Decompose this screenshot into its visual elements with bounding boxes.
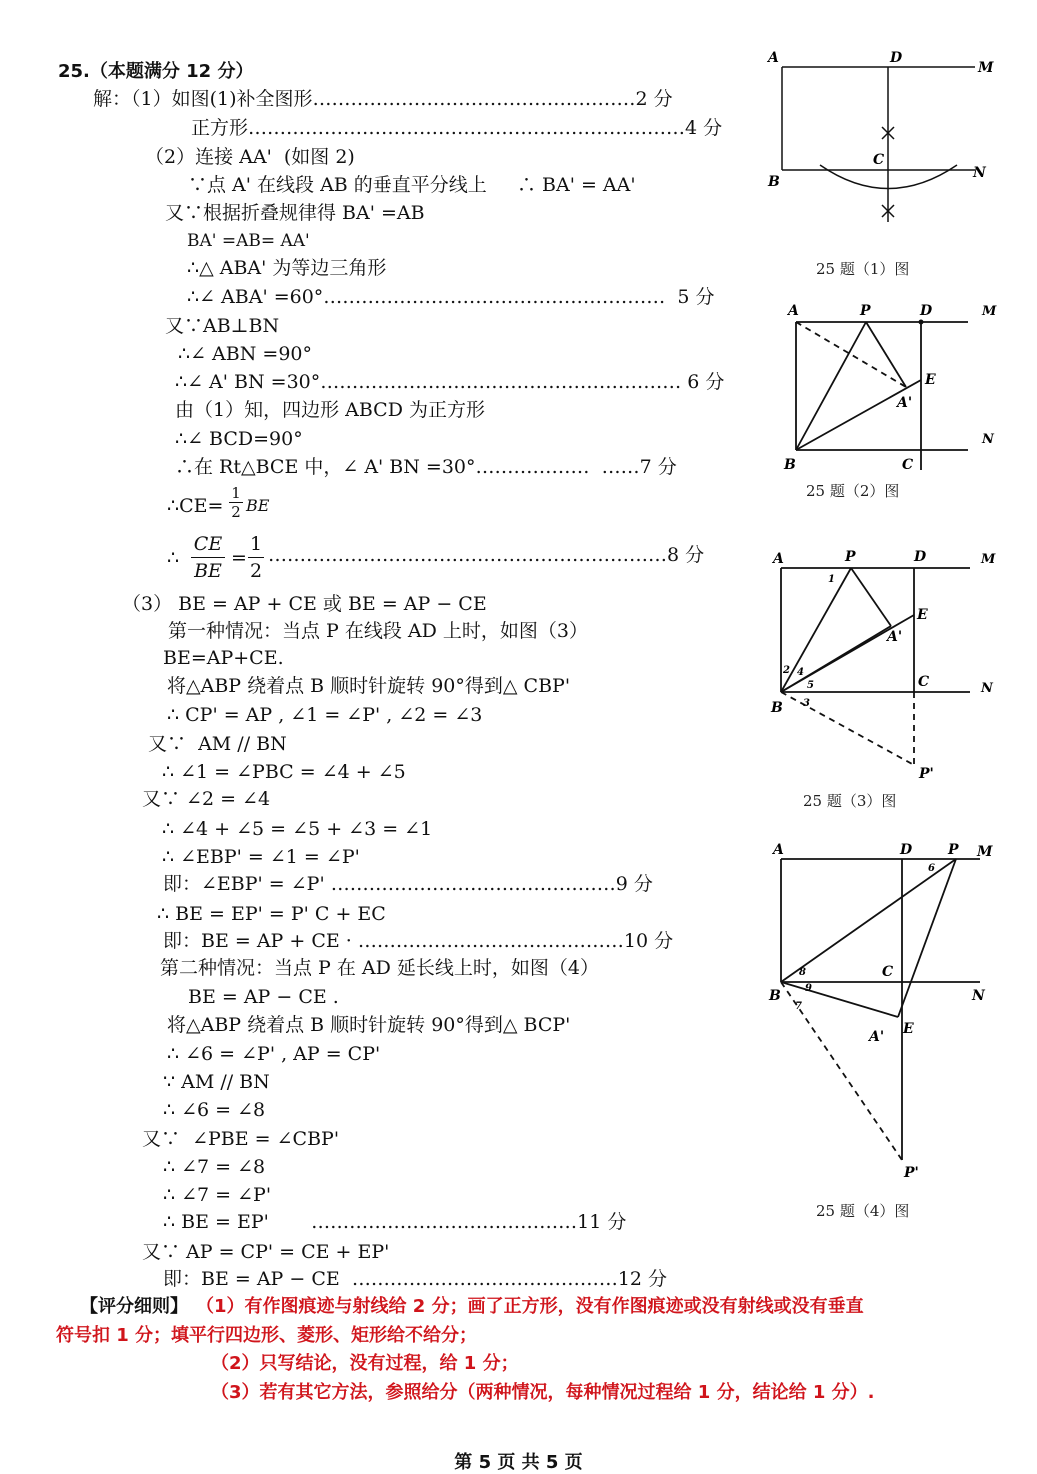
- angle-label: 4: [797, 667, 804, 678]
- point-label: N: [972, 988, 985, 1004]
- solution-line: 第一种情况：当点 P 在线段 AD 上时，如图（3）: [168, 620, 588, 642]
- point-label: C: [882, 964, 894, 980]
- figure-1: [760, 40, 1020, 230]
- point-label: C: [873, 152, 885, 168]
- solution-line: 又∵ ∠PBE = ∠CBP': [142, 1128, 340, 1150]
- solution-line: ∴∠ A' BN =30°………………………………………………… 6 分: [175, 371, 725, 393]
- point-label: P: [860, 303, 871, 319]
- point-label: M: [981, 552, 996, 567]
- angle-label: 9: [805, 983, 812, 994]
- solution-line: 正方形……………………………………………………………4 分: [191, 117, 723, 139]
- point-label: D: [914, 549, 927, 565]
- solution-line: BE = AP − CE .: [188, 986, 339, 1008]
- point-label: A: [768, 50, 779, 66]
- point-label: B: [771, 700, 783, 716]
- angle-label: 7: [795, 1001, 802, 1012]
- segment-bp1: [781, 692, 914, 765]
- solution-line: ∴在 Rt△BCE 中，∠ A' BN =30°……………… ……7 分: [175, 456, 677, 478]
- point-label: M: [978, 60, 994, 76]
- solution-line: =: [231, 547, 247, 569]
- solution-line: ∴ BE = EP' = P' C + EC: [157, 903, 386, 925]
- figure-2-caption: 25 题（2）图: [806, 482, 900, 500]
- solution-line: 即：BE = AP + CE · ……………………………………10 分: [163, 930, 674, 952]
- solution-line: ∴ ∠6 = ∠P' , AP = CP': [167, 1043, 381, 1065]
- point-label: N: [981, 681, 993, 696]
- point-label: N: [973, 165, 986, 181]
- solution-line: 将△ABP 绕着点 B 顺时针旋转 90°得到△ BCP': [167, 1014, 571, 1036]
- solution-line: BA' =AB= AA': [187, 231, 310, 251]
- figure-4-caption: 25 题（4）图: [816, 1202, 910, 1220]
- solution-line: ∴ CP' = AP , ∠1 = ∠P' , ∠2 = ∠3: [167, 704, 483, 726]
- solution-line: BE=AP+CE.: [163, 647, 284, 669]
- solution-line: ∴∠ ABN =90°: [178, 343, 312, 365]
- point-label: C: [918, 674, 930, 690]
- solution-line: ∴∠ BCD=90°: [175, 428, 303, 450]
- solution-line: ………………………………………………………8 分: [268, 544, 705, 566]
- point-label: D: [920, 303, 933, 319]
- solution-line: 由（1）知，四边形 ABCD 为正方形: [175, 399, 485, 421]
- point-label: A': [887, 629, 903, 645]
- solution-line: ∴ ∠EBP' = ∠1 = ∠P': [162, 846, 360, 868]
- fraction-denominator: BE: [191, 557, 225, 584]
- figure-4: [765, 835, 1020, 1185]
- angle-label: 2: [783, 665, 790, 676]
- point-label: E: [903, 1021, 914, 1037]
- point-label: N: [982, 432, 994, 447]
- solution-line: ∴ ∠6 = ∠8: [163, 1099, 266, 1121]
- solution-line: ∴△ ABA' 为等边三角形: [187, 257, 387, 279]
- fraction-half: [248, 531, 264, 584]
- figure-2: [770, 295, 1010, 480]
- point-label: A: [773, 551, 784, 567]
- problem-title: 25.（本题满分 12 分）: [58, 61, 254, 82]
- solution-line: 又∵根据折叠规律得 BA' =AB: [165, 202, 425, 224]
- solution-line: （2）连接 AA' (如图 2): [145, 146, 355, 168]
- point-label: E: [925, 372, 936, 388]
- point-label: M: [977, 844, 993, 860]
- solution-line: ∴∠ ABA' =60°……………………………………………… 5 分: [187, 286, 715, 308]
- segment-pa1: [851, 568, 891, 626]
- scoring-line: （1）有作图痕迹与射线给 2 分；画了正方形，没有作图痕迹或没有射线或没有垂直: [196, 1296, 864, 1317]
- solution-line: 第二种情况：当点 P 在 AD 延长线上时，如图（4）: [160, 957, 599, 979]
- point-label: A: [773, 842, 784, 858]
- segment-pa1: [866, 322, 906, 387]
- angle-label: 6: [928, 863, 935, 874]
- solution-line: 将△ABP 绕着点 B 顺时针旋转 90°得到△ CBP': [167, 675, 571, 697]
- segment-bp: [781, 568, 851, 692]
- angle-label: 8: [799, 967, 806, 978]
- fraction-denominator: 2: [229, 502, 243, 521]
- solution-line: （3） BE = AP + CE 或 BE = AP − CE: [122, 593, 487, 615]
- point-label: E: [917, 607, 928, 623]
- solution-line: ∴ ∠4 + ∠5 = ∠5 + ∠3 = ∠1: [162, 818, 433, 840]
- fraction-half: [229, 484, 243, 521]
- solution-line: BE: [246, 496, 270, 515]
- point-label: M: [982, 304, 997, 319]
- solution-line: 即：BE = AP − CE ……………………………………12 分: [163, 1268, 668, 1290]
- point-label: P': [904, 1165, 919, 1181]
- point-d: [919, 320, 924, 325]
- angle-label: 3: [803, 698, 810, 709]
- point-label: P: [948, 842, 959, 858]
- scoring-line: （2）只写结论，没有过程，给 1 分；: [211, 1353, 519, 1374]
- point-label: P: [845, 549, 856, 565]
- scoring-line: 符号扣 1 分；填平行四边形、菱形、矩形给不给分；: [56, 1325, 478, 1346]
- fraction-ratio: [191, 531, 225, 584]
- point-label: C: [902, 457, 914, 473]
- scoring-label: 【评分细则】: [80, 1296, 188, 1317]
- point-label: A: [788, 303, 799, 319]
- figure-3-caption: 25 题（3）图: [803, 792, 897, 810]
- solution-line: 解：（1）如图(1)补全图形……………………………………………2 分: [93, 88, 673, 110]
- solution-line: ∴ BE = EP' ……………………………………11 分: [163, 1211, 627, 1233]
- solution-line: ∴ ∠1 = ∠PBC = ∠4 + ∠5: [162, 761, 406, 783]
- point-label: B: [769, 988, 781, 1004]
- fraction-numerator: 1: [231, 484, 241, 502]
- fraction-denominator: 2: [248, 557, 264, 584]
- solution-line: 又∵ ∠2 = ∠4: [142, 788, 271, 810]
- solution-line: ∴: [167, 547, 180, 569]
- angle-label: 5: [807, 680, 814, 691]
- scoring-line: （3）若有其它方法，参照给分（两种情况，每种情况过程给 1 分，结论给 1 分）.: [211, 1382, 875, 1403]
- solution-line: 又∵AB⊥BN: [165, 315, 280, 337]
- point-label: D: [890, 50, 903, 66]
- segment-aa1: [796, 322, 906, 387]
- segment-bp: [781, 859, 956, 982]
- solution-line: 即：∠EBP' = ∠P' ………………………………………9 分: [163, 873, 653, 895]
- fraction-numerator: CE: [193, 533, 223, 555]
- point-label: B: [784, 457, 796, 473]
- solution-line: 又∵ AP = CP' = CE + EP': [142, 1241, 390, 1263]
- point-label: A': [869, 1029, 885, 1045]
- solution-line: ∴ ∠7 = ∠8: [163, 1156, 266, 1178]
- fraction-numerator: 1: [249, 533, 263, 555]
- page-footer: 第 5 页 共 5 页: [454, 1452, 583, 1473]
- segment-pa1: [898, 859, 956, 1017]
- figure-1-caption: 25 题（1）图: [816, 260, 910, 278]
- point-label: B: [768, 174, 780, 190]
- segment-ba1: [781, 626, 891, 692]
- point-label: D: [900, 842, 913, 858]
- point-label: P': [919, 766, 934, 782]
- solution-line: 又∵ AM // BN: [148, 733, 287, 755]
- point-label: A': [897, 395, 913, 411]
- solution-line: ∴ ∠7 = ∠P': [163, 1184, 272, 1206]
- solution-line: ∵点 A' 在线段 AB 的垂直平分线上 ∴ BA' = AA': [188, 174, 636, 196]
- angle-label: 1: [828, 574, 835, 585]
- figure-3: [765, 540, 1015, 790]
- solution-line: ∵ AM // BN: [163, 1071, 270, 1093]
- solution-line: ∴CE=: [167, 495, 224, 517]
